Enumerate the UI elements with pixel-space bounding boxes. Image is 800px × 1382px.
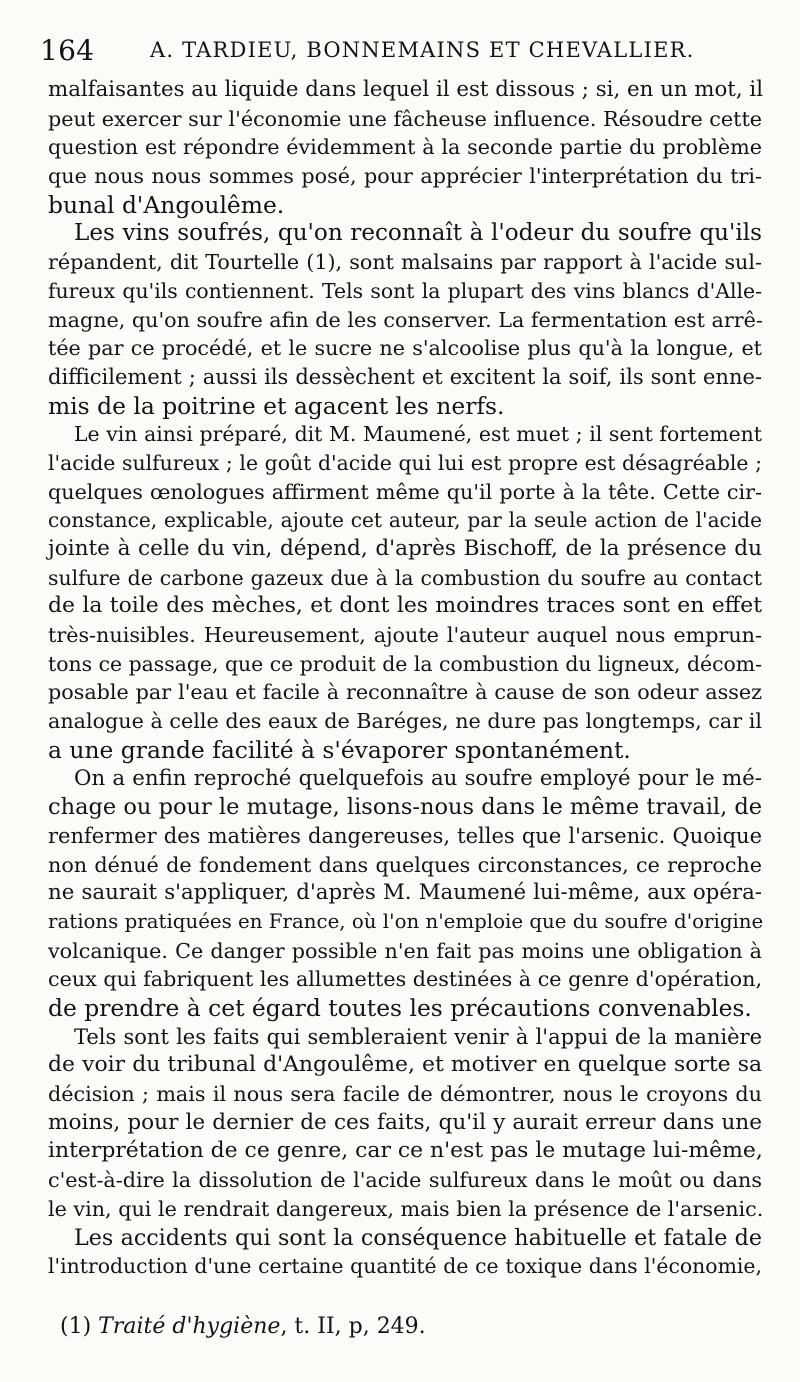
text-line: rations pratiquées en France, où l'on n'emploie que du soufre d'origine xyxy=(48,909,764,933)
text-line: Les vins soufrés, qu'on reconnaît à l'odeur du soufre qu'ils xyxy=(74,220,762,247)
text-line: chage ou pour le mutage, lisons-nous dans le même travail, de xyxy=(48,794,763,821)
text-line: très-nuisibles. Heureusement, ajoute l'auteur auquel nous emprun- xyxy=(48,623,762,648)
text-line: c'est-à-dire la dissolution de l'acide sulfureux dans le moût ou dans xyxy=(48,1168,762,1193)
footnote-marker: (1) xyxy=(60,1314,92,1339)
text-line: renfermer des matières dangereuses, telles que l'arsenic. Quoique xyxy=(48,823,762,848)
text-line: ceux qui fabriquent les allumettes destinées à ce genre d'opération, xyxy=(48,967,763,992)
text-line: quelques œnologues affirment même qu'il porte à la tête. Cette cir- xyxy=(48,479,762,504)
text-line: bunal d'Angoulême. xyxy=(48,190,285,219)
text-line: répandent, dit Tourtelle (1), sont malsains par rapport à l'acide sul- xyxy=(48,250,762,275)
text-line: question est répondre évidemment à la seconde partie du problème xyxy=(48,135,762,160)
text-line: difficilement ; aussi ils dessèchent et excitent la soif, ils sont enne- xyxy=(48,364,762,389)
text-line: constance, explicable, ajoute cet auteur, par la seule action de l'acide xyxy=(48,508,762,533)
text-line: le vin, qui le rendrait dangereux, mais bien la présence de l'arsenic. xyxy=(48,1196,764,1221)
running-head: A. TARDIEU, BONNEMAINS ET CHEVALLIER. xyxy=(150,38,695,62)
text-line: l'acide sulfureux ; le goût d'acide qui lui est propre est désagréable ; xyxy=(48,450,762,475)
text-line: moins, pour le dernier de ces faits, qu'il y aurait erreur dans une xyxy=(48,1109,762,1135)
text-line: de prendre à cet égard toutes les précautions convenables. xyxy=(48,994,752,1022)
text-line: tons ce passage, que ce produit de la combustion du ligneux, décom- xyxy=(48,651,762,676)
footnote-reference: , t. II, p, 249. xyxy=(280,1314,426,1339)
footnote-title: Traité d'hygiène xyxy=(98,1314,281,1339)
text-line: Tels sont les faits qui sembleraient venir à l'appui de la manière xyxy=(74,1024,762,1049)
text-line: mis de la poitrine et agacent les nerfs. xyxy=(48,391,505,420)
body-text xyxy=(48,76,762,1281)
text-line: ne saurait s'appliquer, d'après M. Maumené lui-même, aux opéra- xyxy=(48,880,762,906)
text-line: décision ; mais il nous sera facile de démontrer, nous le croyons du xyxy=(48,1082,762,1107)
text-line: On a enfin reproché quelquefois au soufre employé pour le mé- xyxy=(74,765,762,791)
text-line: Le vin ainsi préparé, dit M. Maumené, est muet ; il sent fortement xyxy=(74,422,762,447)
text-line: jointe à celle du vin, dépend, d'après Bischoff, de la présence du xyxy=(48,536,762,561)
text-line: non dénué de fondement dans quelques circonstances, ce reproche xyxy=(48,852,762,877)
text-line: de voir du tribunal d'Angoulême, et motiver en quelque sorte sa xyxy=(48,1052,762,1078)
text-line: malfaisantes au liquide dans lequel il est dissous ; si, en un mot, il xyxy=(48,77,764,102)
text-line: volcanique. Ce danger possible n'en fait pas moins une obligation à xyxy=(48,938,762,963)
page-header xyxy=(40,30,770,70)
text-line: peut exercer sur l'économie une fâcheuse influence. Résoudre cette xyxy=(48,106,762,131)
text-line: que nous nous sommes posé, pour apprécier l'interprétation du tri- xyxy=(48,164,762,189)
text-line: a une grande facilité à s'évaporer spontanément. xyxy=(48,735,631,764)
footnote xyxy=(60,1314,426,1339)
page-number: 164 xyxy=(40,34,95,67)
text-line: sulfure de carbone gazeux due à la combustion du soufre au contact xyxy=(48,565,762,590)
text-line: fureux qu'ils contiennent. Tels sont la plupart des vins blancs d'Alle- xyxy=(48,278,762,303)
text-line: tée par ce procédé, et le sucre ne s'alcoolise plus qu'à la longue, et xyxy=(48,336,762,361)
text-line: posable par l'eau et facile à reconnaître à cause de son odeur assez xyxy=(48,680,762,705)
text-line: magne, qu'on soufre afin de les conserver. La fermentation est arrê- xyxy=(48,307,763,332)
text-line: Les accidents qui sont la conséquence habituelle et fatale de xyxy=(74,1224,762,1251)
text-line: l'introduction d'une certaine quantité de ce toxique dans l'économie, xyxy=(48,1254,762,1279)
text-line: analogue à celle des eaux de Baréges, ne dure pas longtemps, car il xyxy=(48,709,762,734)
text-line: interprétation de ce genre, car ce n'est pas le mutage lui-même, xyxy=(48,1138,763,1164)
text-line: de la toile des mèches, et dont les moindres traces sont en effet xyxy=(48,593,762,619)
